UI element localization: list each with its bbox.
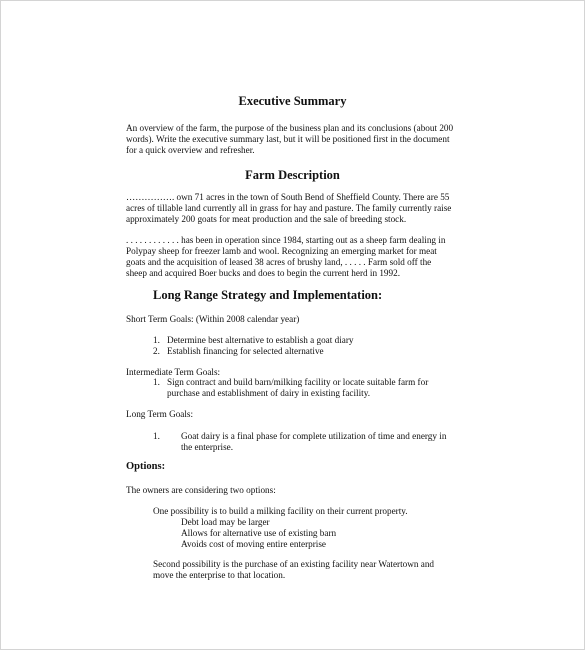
executive-summary-heading: Executive Summary bbox=[238, 94, 347, 108]
options-heading: Options: bbox=[126, 461, 166, 472]
intermediate-label: Intermediate Term Goals: bbox=[126, 367, 221, 377]
option2-line: move the enterprise to that location. bbox=[153, 570, 286, 580]
list-item: Sign contract and build barn/milking facility or locate suitable farm for bbox=[167, 377, 429, 387]
farm-p1-line: ……………. own 71 acres in the town of South Bend of Sheffield County. There are 55 bbox=[126, 192, 450, 202]
list-item-cont: the enterprise. bbox=[181, 442, 234, 452]
list-number: 2. bbox=[153, 346, 160, 356]
exec-line: for a quick overview and refresher. bbox=[126, 145, 255, 155]
option1-sub: Debt load may be larger bbox=[181, 517, 270, 527]
options-intro: The owners are considering two options: bbox=[126, 485, 276, 495]
farm-description-heading: Farm Description bbox=[245, 168, 340, 182]
list-number: 1. bbox=[153, 335, 160, 345]
farm-p2-line: sheep and acquired Boer bucks and does to begin the current herd in 1992. bbox=[126, 268, 401, 278]
option1-sub: Avoids cost of moving entire enterprise bbox=[181, 539, 327, 549]
list-item: Determine best alternative to establish a goat diary bbox=[167, 335, 354, 345]
list-item: Establish financing for selected alternative bbox=[167, 346, 324, 356]
farm-p2-line: goats and the acquisition of leased 38 acres of brushy land, . . . . . Farm sold off the bbox=[126, 257, 432, 267]
farm-p1-line: acres of tillable land currently all in grass for hay and pasture. The family currently raise bbox=[126, 203, 452, 213]
list-item: Goat dairy is a final phase for complete utilization of time and energy in bbox=[181, 431, 447, 441]
farm-p1-line: approximately 200 goats for meat production and the sale of breeding stock. bbox=[126, 214, 407, 224]
list-item-cont: purchase and establishment of dairy in existing facility. bbox=[167, 388, 371, 398]
farm-p2-line: . . . . . . . . . . . . has been in operation since 1984, starting out as a sheep farm dealing in bbox=[126, 235, 446, 245]
exec-line: words). Write the executive summary last, but it will be positioned first in the document bbox=[126, 134, 450, 144]
list-number: 1. bbox=[153, 377, 160, 387]
long-term-label: Long Term Goals: bbox=[126, 409, 194, 419]
list-number: 1. bbox=[153, 431, 160, 441]
strategy-heading: Long Range Strategy and Implementation: bbox=[153, 288, 383, 302]
option2-line: Second possibility is the purchase of an existing facility near Watertown and bbox=[153, 559, 435, 569]
exec-line: An overview of the farm, the purpose of the business plan and its conclusions (about 200 bbox=[126, 123, 454, 133]
option1-sub: Allows for alternative use of existing barn bbox=[181, 528, 337, 538]
short-term-label: Short Term Goals: (Within 2008 calendar year) bbox=[126, 314, 300, 324]
option1-lead: One possibility is to build a milking facility on their current property. bbox=[153, 506, 408, 516]
farm-p2-line: Polypay sheep for freezer lamb and wool. Recognizing an emerging market for meat bbox=[126, 246, 437, 256]
